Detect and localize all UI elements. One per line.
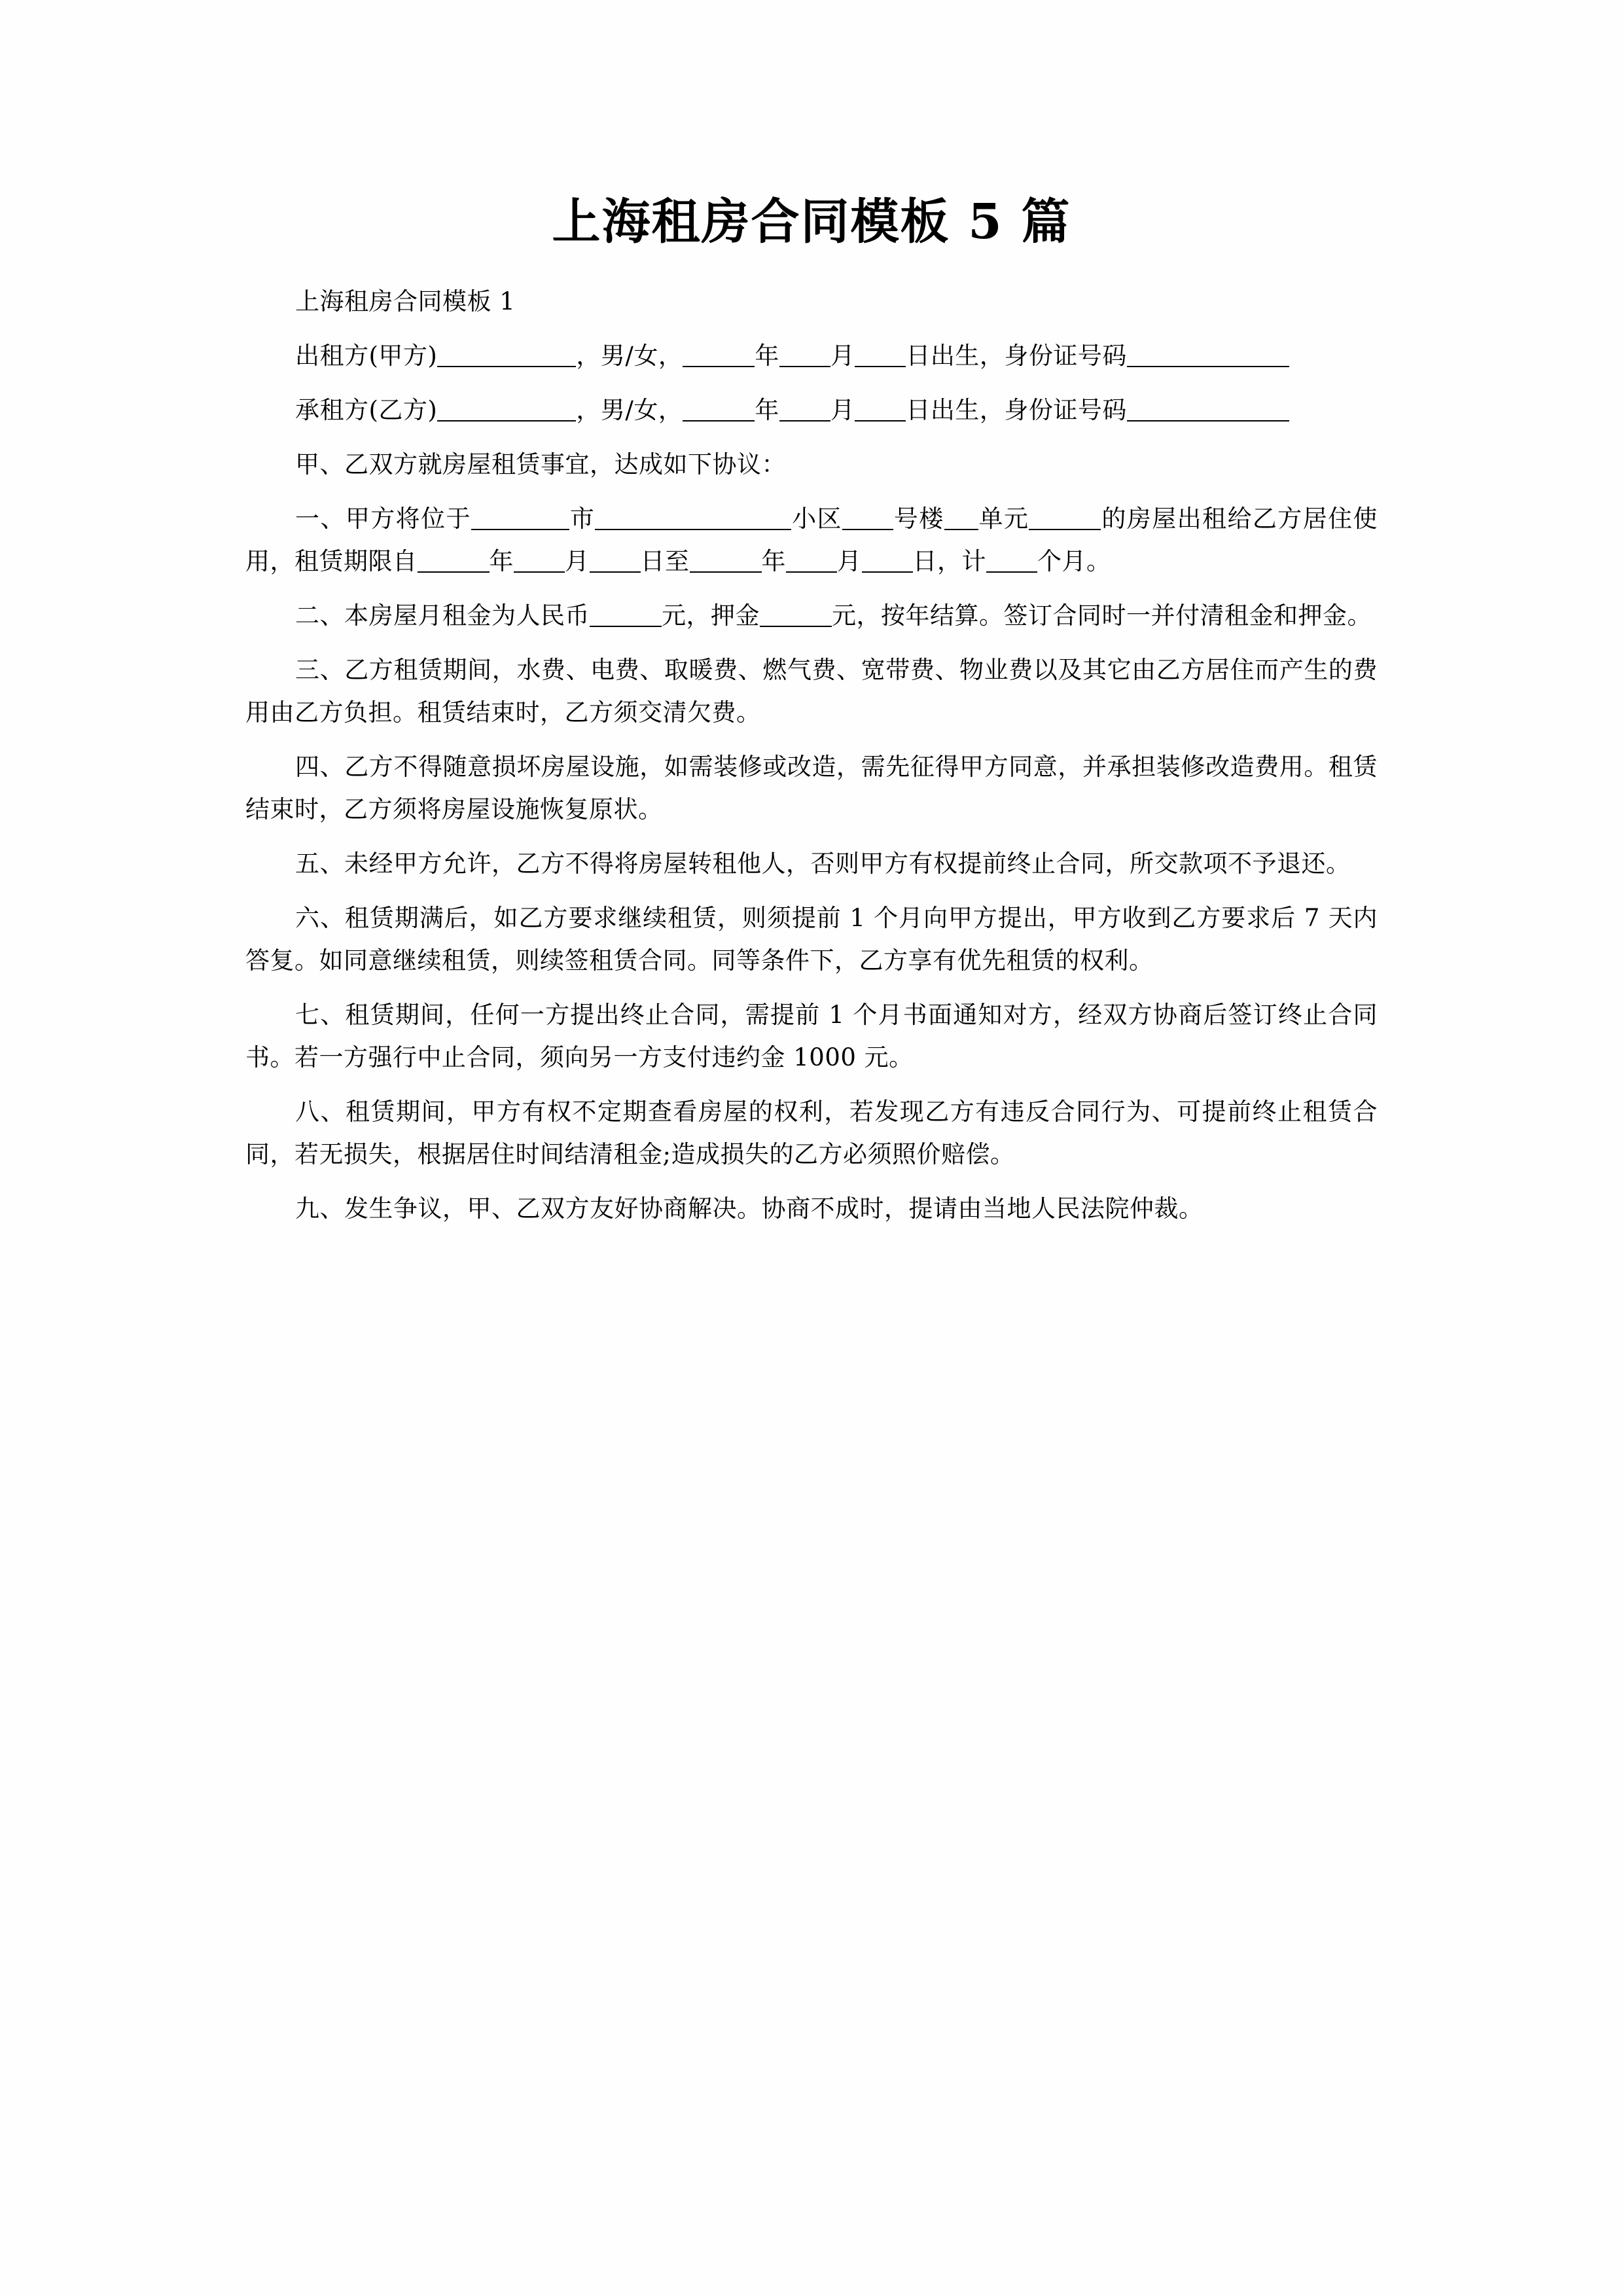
clause-1-end-month-blank bbox=[786, 549, 837, 573]
clause-1-part12: 日，计 bbox=[912, 547, 986, 575]
clause-7 bbox=[245, 994, 1378, 1079]
clause-3 bbox=[245, 649, 1378, 734]
clause-1-part5: 单元 bbox=[978, 504, 1029, 533]
clause-6-number: 六、 bbox=[295, 903, 345, 932]
clause-1-part13: 个月。 bbox=[1037, 547, 1111, 575]
clause-1-start-year-blank bbox=[418, 549, 490, 573]
clause-1-part10: 年 bbox=[761, 547, 786, 575]
landlord-year-label: 年 bbox=[755, 341, 779, 370]
page-title: 上海租房合同模板 5 篇 bbox=[552, 194, 1071, 250]
clause-1-number: 一、 bbox=[295, 504, 346, 533]
landlord-year-blank bbox=[683, 344, 755, 367]
clause-8 bbox=[245, 1090, 1378, 1175]
landlord-month-blank bbox=[779, 344, 830, 367]
landlord-name-blank bbox=[437, 344, 576, 367]
clause-1 bbox=[245, 497, 1378, 583]
landlord-day-blank bbox=[855, 344, 906, 367]
clause-1-part3: 小区 bbox=[791, 504, 842, 533]
clause-1-part7: 年 bbox=[489, 547, 514, 575]
clause-9 bbox=[245, 1187, 1378, 1230]
landlord-gender-text: ，男/女， bbox=[576, 341, 683, 370]
clause-1-part2: 市 bbox=[569, 504, 596, 533]
tenant-label: 承租方(乙方) bbox=[295, 395, 438, 424]
clause-2-rent-blank bbox=[590, 603, 662, 627]
landlord-label: 出租方(甲方) bbox=[295, 341, 438, 370]
clause-3-number: 三、 bbox=[295, 655, 345, 684]
clause-2-part2: 元，押金 bbox=[662, 601, 760, 630]
clause-1-end-day-blank bbox=[862, 549, 913, 573]
clause-5 bbox=[245, 842, 1378, 885]
clause-1-months-blank bbox=[986, 549, 1037, 573]
clause-4 bbox=[245, 745, 1378, 831]
clause-2-part3: 元，按年结算。签订合同时一并付清租金和押金。 bbox=[832, 601, 1372, 630]
clause-1-part1: 甲方将位于 bbox=[345, 504, 471, 533]
section-heading: 上海租房合同模板 1 bbox=[295, 287, 516, 315]
clause-1-district-blank bbox=[595, 507, 791, 530]
clause-5-text: 未经甲方允许，乙方不得将房屋转租他人，否则甲方有权提前终止合同，所交款项不予退还。 bbox=[344, 849, 1351, 878]
tenant-year-blank bbox=[683, 398, 755, 422]
clause-1-start-day-blank bbox=[590, 549, 641, 573]
clause-1-part6: 的房屋出租给乙方居住使用，租赁期限自 bbox=[245, 504, 1378, 575]
clause-1-end-year-blank bbox=[690, 549, 762, 573]
clause-2 bbox=[245, 594, 1378, 637]
clause-1-room-blank bbox=[1029, 507, 1101, 530]
clause-2-deposit-blank bbox=[760, 603, 832, 627]
clause-6-text: 租赁期满后，如乙方要求继续租赁，则须提前 1 个月向甲方提出，甲方收到乙方要求后 7 天内答复。如同意继续租赁，则续签租赁合同。同等条件下，乙方享有优先租赁的权利。 bbox=[245, 903, 1378, 975]
clause-2-number: 二、 bbox=[295, 601, 344, 630]
tenant-year-label: 年 bbox=[755, 395, 779, 424]
tenant-birth-id-label: 日出生，身份证号码 bbox=[906, 395, 1127, 424]
tenant-party-line bbox=[245, 389, 1378, 431]
clause-4-text: 乙方不得随意损坏房屋设施，如需装修或改造，需先征得甲方同意，并承担装修改造费用。租赁结束时，乙方须将房屋设施恢复原状。 bbox=[245, 752, 1378, 823]
clause-1-part4: 号楼 bbox=[893, 504, 944, 533]
clause-8-text: 租赁期间，甲方有权不定期查看房屋的权利，若发现乙方有违反合同行为、可提前终止租赁合同，若无损失，根据居住时间结清租金;造成损失的乙方必须照价赔偿。 bbox=[245, 1097, 1378, 1168]
clause-7-number: 七、 bbox=[295, 1000, 346, 1029]
clause-4-number: 四、 bbox=[295, 752, 345, 781]
tenant-day-blank bbox=[855, 398, 906, 422]
clause-7-text: 租赁期间，任何一方提出终止合同，需提前 1 个月书面通知对方，经双方协商后签订终止合同书。若一方强行中止合同，须向另一方支付违约金 1000 元。 bbox=[245, 1000, 1378, 1071]
clause-1-building-blank bbox=[842, 507, 893, 530]
landlord-birth-id-label: 日出生，身份证号码 bbox=[906, 341, 1127, 370]
tenant-id-blank bbox=[1127, 398, 1289, 422]
tenant-gender-text: ，男/女， bbox=[576, 395, 683, 424]
clause-2-part1: 本房屋月租金为人民币 bbox=[344, 601, 590, 630]
clause-9-number: 九、 bbox=[295, 1194, 344, 1223]
clause-5-number: 五、 bbox=[295, 849, 344, 878]
clause-1-part11: 月 bbox=[837, 547, 862, 575]
clause-6 bbox=[245, 897, 1378, 982]
clause-9-text: 发生争议，甲、乙双方友好协商解决。协商不成时，提请由当地人民法院仲裁。 bbox=[344, 1194, 1204, 1223]
document-content bbox=[245, 190, 1378, 1242]
clause-1-unit-blank bbox=[944, 507, 978, 530]
clause-1-part8: 月 bbox=[565, 547, 590, 575]
tenant-month-label: 月 bbox=[830, 395, 855, 424]
tenant-month-blank bbox=[779, 398, 830, 422]
clause-8-number: 八、 bbox=[295, 1097, 346, 1126]
clause-3-text: 乙方租赁期间，水费、电费、取暖费、燃气费、宽带费、物业费以及其它由乙方居住而产生的费用由乙方负担。租赁结束时，乙方须交清欠费。 bbox=[245, 655, 1378, 726]
clause-1-start-month-blank bbox=[514, 549, 565, 573]
landlord-month-label: 月 bbox=[830, 341, 855, 370]
preamble-paragraph: 甲、乙双方就房屋租赁事宜，达成如下协议： bbox=[295, 450, 786, 478]
clause-1-part9: 日至 bbox=[640, 547, 690, 575]
landlord-id-blank bbox=[1127, 344, 1289, 367]
clause-1-city-blank bbox=[471, 507, 569, 530]
tenant-name-blank bbox=[437, 398, 576, 422]
landlord-party-line bbox=[245, 334, 1378, 377]
